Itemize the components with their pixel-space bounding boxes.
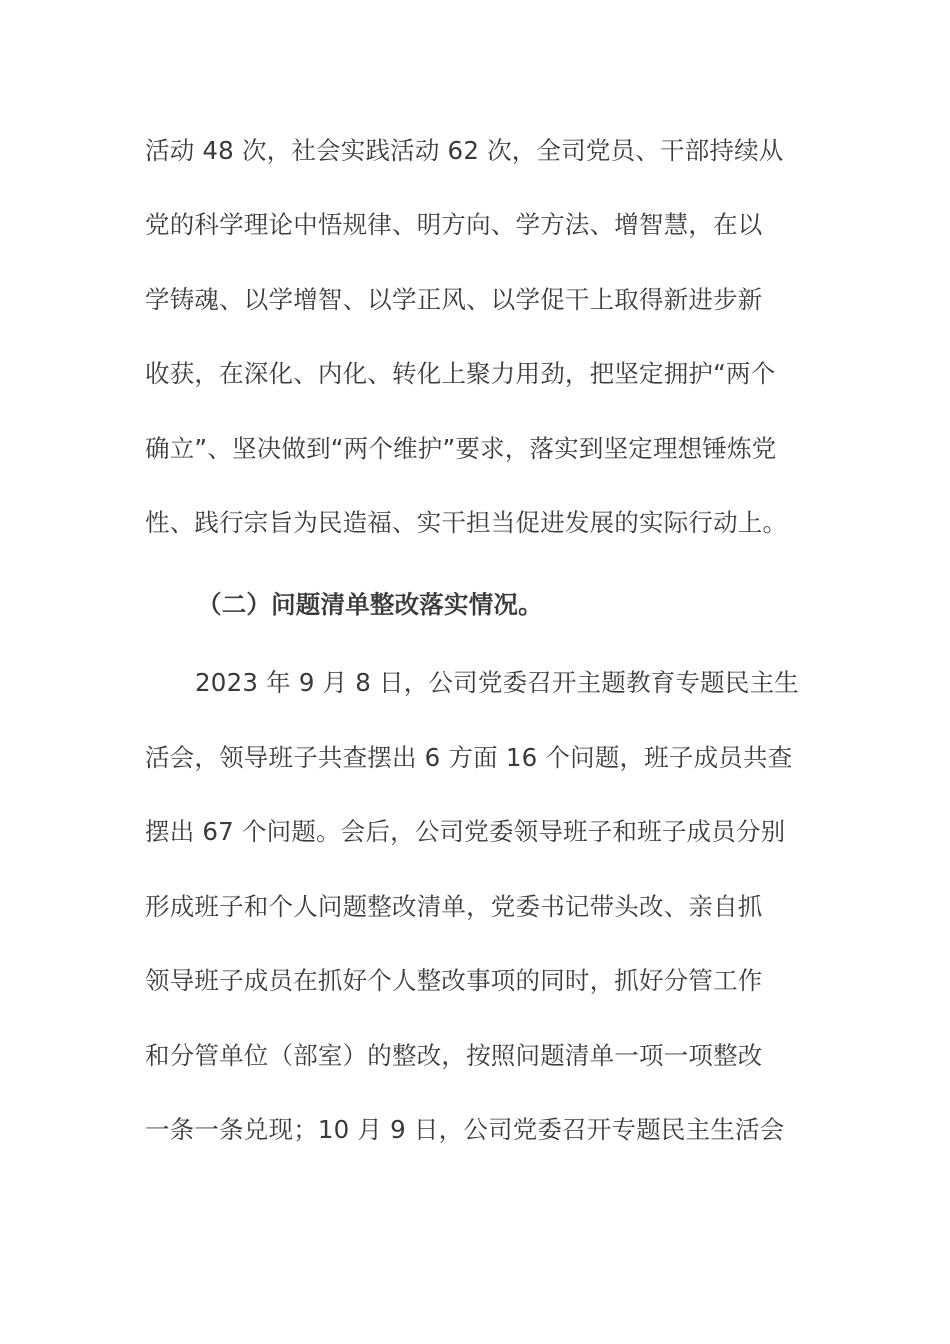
paragraph-1-line-3: 学铸魂、以学增智、以学正风、以学促干上取得新进步新 bbox=[145, 285, 763, 314]
paragraph-2-line-7: 一条一条兑现；10 月 9 日，公司党委召开专题民主生活会 bbox=[145, 1115, 785, 1144]
paragraph-1-line-1: 活动 48 次，社会实践活动 62 次，全司党员、干部持续从 bbox=[145, 136, 784, 165]
paragraph-1-line-6: 性、践行宗旨为民造福、实干担当促进发展的实际行动上。 bbox=[145, 508, 788, 537]
paragraph-1-line-4: 收获，在深化、内化、转化上聚力用劲，把坚定拥护“两个 bbox=[145, 359, 776, 388]
paragraph-2-line-4: 形成班子和个人问题整改清单，党委书记带头改、亲自抓 bbox=[145, 892, 763, 921]
paragraph-2-line-1: 2023 年 9 月 8 日，公司党委召开主题教育专题民主生 bbox=[195, 668, 799, 697]
paragraph-2-line-3: 摆出 67 个问题。会后，公司党委领导班子和班子成员分别 bbox=[145, 817, 786, 846]
section-heading: （二）问题清单整改落实情况。 bbox=[197, 590, 543, 619]
paragraph-2-line-6: 和分管单位（部室）的整改，按照问题清单一项一项整改 bbox=[145, 1041, 763, 1070]
paragraph-1-line-5: 确立”、坚决做到“两个维护”要求，落实到坚定理想锤炼党 bbox=[145, 434, 777, 463]
paragraph-2-line-2: 活会，领导班子共查摆出 6 方面 16 个问题，班子成员共查 bbox=[145, 743, 793, 772]
paragraph-1-line-2: 党的科学理论中悟规律、明方向、学方法、增智慧，在以 bbox=[145, 210, 763, 239]
paragraph-2-line-5: 领导班子成员在抓好个人整改事项的同时，抓好分管工作 bbox=[145, 966, 763, 995]
